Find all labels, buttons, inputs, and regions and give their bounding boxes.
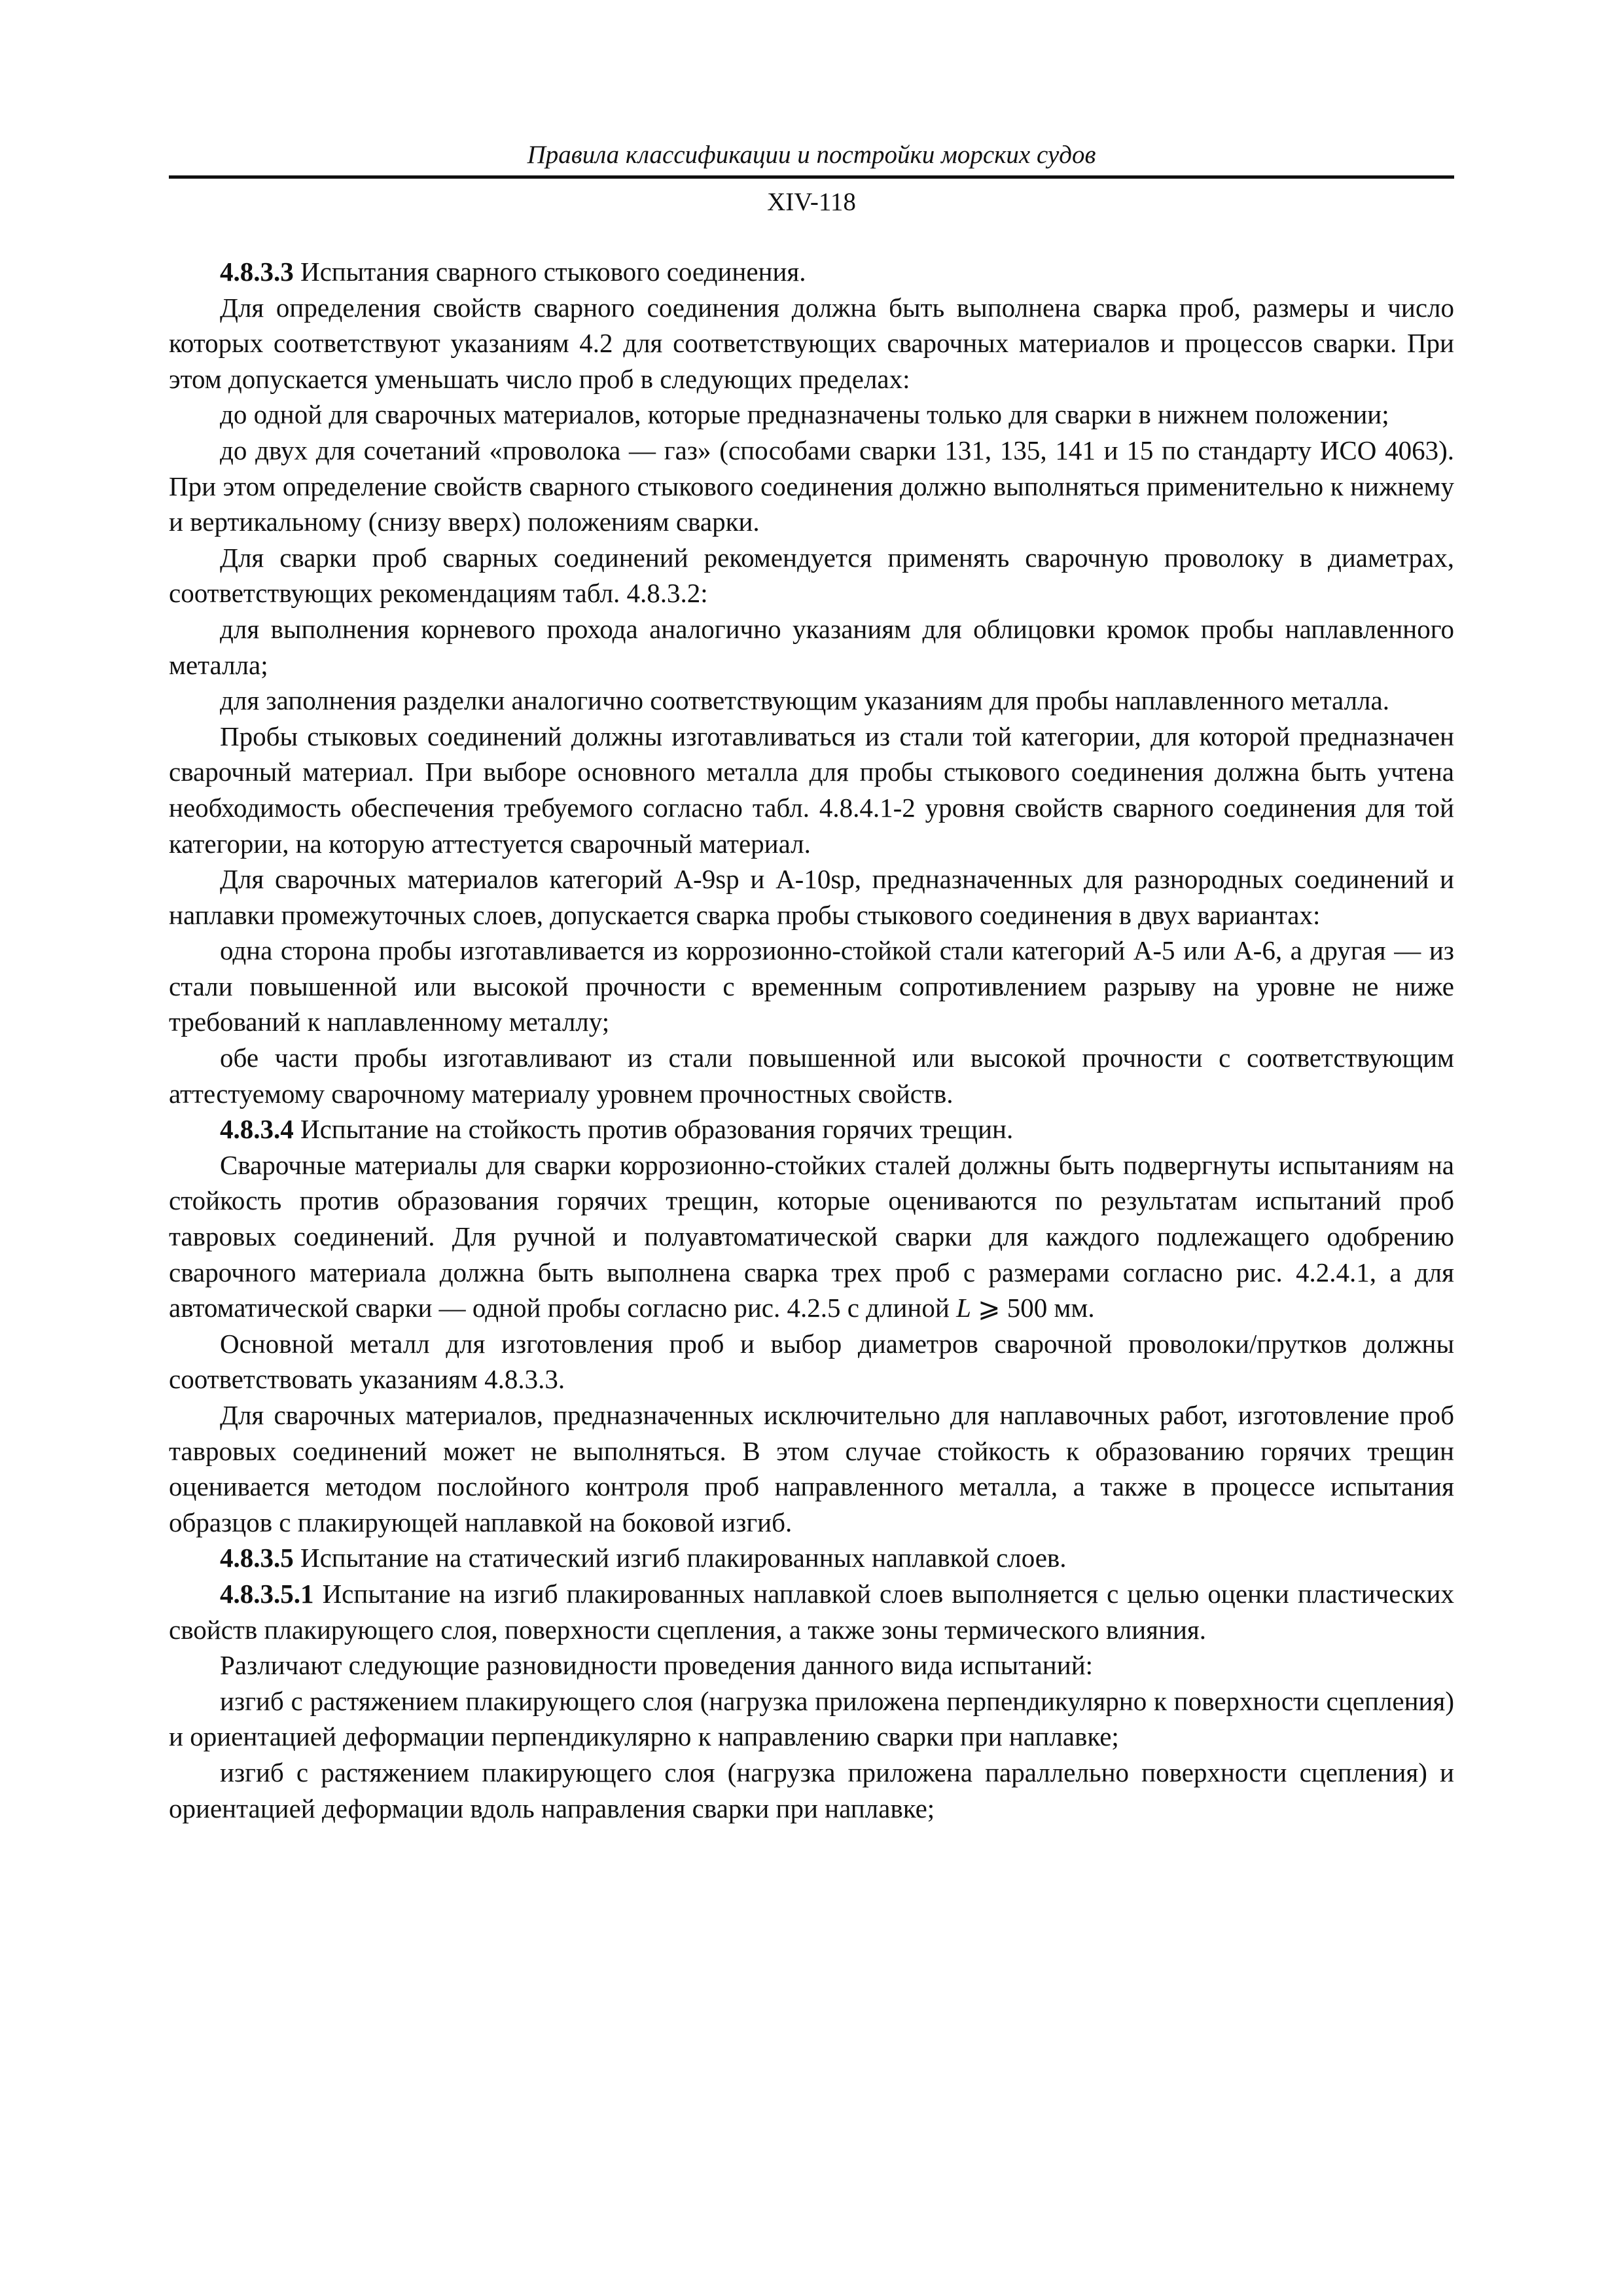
body-text — [169, 254, 1454, 1826]
paragraph: Для сварочных материалов, предназначенных исключительно для наплавочных работ, изготовление проб тавровых соединений может не выполняться. В этом случае стойкость к образованию горячих трещин оценивается методом послойного контроля проб направленного металла, а также в процессе испытания образцов с плакирующей наплавкой на боковой изгиб. — [169, 1400, 1454, 1537]
running-header: Правила классификации и постройки морских судов — [527, 141, 1096, 169]
paragraph-text: Испытание на изгиб плакированных наплавкой слоев выполняется с целью оценки пластических свойств плакирующего слоя, поверхности сцепления, а также зоны термического влияния. — [169, 1578, 1454, 1645]
paragraph: для заполнения разделки аналогично соответствующим указаниям для пробы наплавленного металла. — [220, 685, 1389, 716]
paragraph: Для сварки проб сварных соединений рекомендуется применять сварочную проволоку в диаметрах, соответствующих рекомендациям табл. 4.8.3.2: — [169, 542, 1454, 609]
paragraph — [169, 1111, 1454, 1147]
paragraph: Различают следующие разновидности проведения данного вида испытаний: — [220, 1650, 1094, 1681]
paragraph — [169, 254, 1454, 290]
paragraph-text: Испытания сварного стыкового соединения. — [293, 257, 806, 287]
paragraph-text-tail: ⩾ 500 мм. — [971, 1293, 1095, 1323]
paragraph: Для определения свойств сварного соединения должна быть выполнена сварка проб, размеры и число которых соответствуют указаниям 4.2 для соответствующих сварочных материалов и процессов сварки. При этом допускается уменьшать число проб в следующих пределах: — [169, 292, 1454, 394]
section-number: 4.8.3.5 — [220, 1543, 294, 1573]
paragraph: Основной металл для изготовления проб и выбор диаметров сварочной проволоки/прутков должны соответствовать указаниям 4.8.3.3. — [169, 1328, 1454, 1395]
paragraph: изгиб с растяжением плакирующего слоя (нагрузка приложена параллельно поверхности сцепления) и ориентацией деформации вдоль направления сварки при наплавке; — [169, 1757, 1454, 1823]
paragraph: до двух для сочетаний «проволока — газ» (способами сварки 131, 135, 141 и 15 по стандарту ИСО 4063). При этом определение свойств сварного стыкового соединения должно выполняться применительно к нижнему и вертикальному (снизу вверх) положениям сварки. — [169, 435, 1454, 537]
paragraph: одна сторона пробы изготавливается из коррозионно-стойкой стали категорий А-5 или А-6, а другая — из стали повышенной или высокой прочности с временным сопротивлением разрыву на уровне не ниже требований к наплавленному металлу; — [169, 935, 1454, 1037]
paragraph-text: Испытание на стойкость против образования горячих трещин. — [293, 1114, 1014, 1145]
section-number: 4.8.3.5.1 — [220, 1578, 314, 1609]
paragraph — [169, 1576, 1454, 1647]
section-number: 4.8.3.4 — [220, 1114, 294, 1145]
paragraph — [169, 1147, 1454, 1326]
paragraph: для выполнения корневого прохода аналогично указаниям для облицовки кромок пробы наплавленного металла; — [169, 613, 1454, 680]
paragraph — [169, 1540, 1454, 1576]
header-rule — [169, 175, 1454, 179]
paragraph: Для сварочных материалов категорий А-9sp и А-10sp, предназначенных для разнородных соединений и наплавки промежуточных слоев, допускается сварка пробы стыкового соединения в двух вариантах: — [169, 864, 1454, 930]
paragraph-text: Сварочные материалы для сварки коррозионно-стойких сталей должны быть подвергнуты испытаниям на стойкость против образования горячих трещин, которые оцениваются по результатам испытаний проб тавровых соединений. Для ручной и полуавтоматической сварки для каждого подлежащего одобрению сварочного материала должна быть выполнена сварка трех проб с размерами согласно рис. 4.2.4.1, а для автоматической сварки — одной пробы согласно рис. 4.2.5 с длиной — [169, 1149, 1454, 1323]
paragraph: до одной для сварочных материалов, которые предназначены только для сварки в нижнем положении; — [220, 399, 1389, 430]
paragraph: изгиб с растяжением плакирующего слоя (нагрузка приложена перпендикулярно к поверхности сцепления) и ориентацией деформации перпендикулярно к направлению сварки при наплавке; — [169, 1685, 1454, 1752]
paragraph-text: Испытание на статический изгиб плакированных наплавкой слоев. — [293, 1543, 1067, 1573]
math-variable: L — [956, 1293, 971, 1323]
page-number: XIV-118 — [767, 188, 856, 216]
paragraph: обе части пробы изготавливают из стали повышенной или высокой прочности с соответствующим аттестуемому сварочному материалу уровнем прочностных свойств. — [169, 1043, 1454, 1109]
paragraph: Пробы стыковых соединений должны изготавливаться из стали той категории, для которой предназначен сварочный материал. При выборе основного металла для пробы стыкового соединения должна быть учтена необходимость обеспечения требуемого согласно табл. 4.8.4.1-2 уровня свойств сварного соединения для той категории, на которую аттестуется сварочный материал. — [169, 721, 1454, 859]
section-number: 4.8.3.3 — [220, 257, 294, 287]
